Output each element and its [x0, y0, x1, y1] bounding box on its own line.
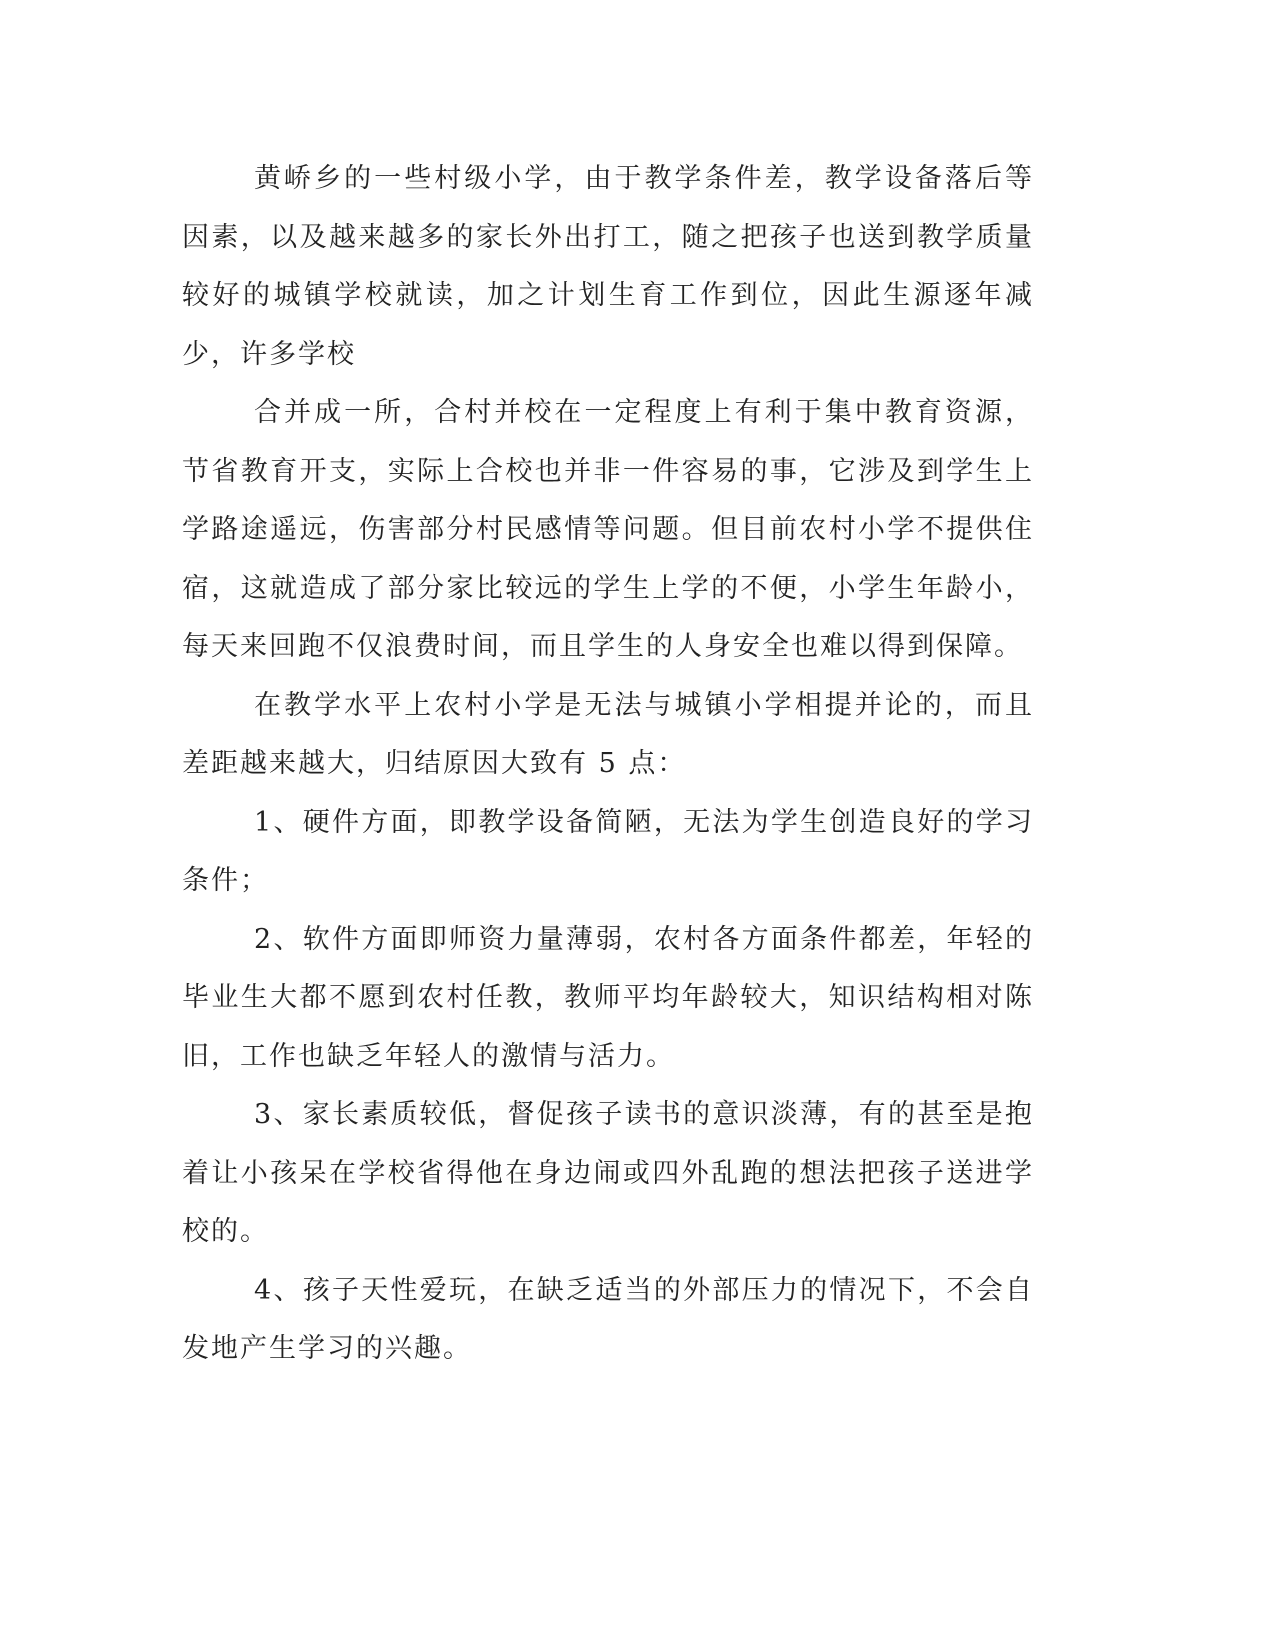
paragraph-school-merger: 合并成一所，合村并校在一定程度上有利于集中教育资源，节省教育开支，实际上合校也并非一件容易的事，它涉及到学生上学路途遥远，伤害部分村民感情等问题。但目前农村小学不提供住宿，这就造成了部分家比较远的学生上学的不便，小学生年龄小，每天来回跑不仅浪费时间，而且学生的人身安全也难以得到保障。	[182, 397, 1034, 662]
paragraph-teaching-gap: 在教学水平上农村小学是无法与城镇小学相提并论的，而且差距越来越大，归结原因大致有 5 点：	[182, 689, 1034, 779]
paragraph-reason-children: 4、孩子天性爱玩，在缺乏适当的外部压力的情况下，不会自发地产生学习的兴趣。	[182, 1274, 1034, 1364]
paragraph-reason-parents: 3、家长素质较低，督促孩子读书的意识淡薄，有的甚至是抱着让小孩呆在学校省得他在身边闹或四外乱跑的想法把孩子送进学校的。	[182, 1099, 1034, 1247]
paragraph-reason-hardware: 1、硬件方面，即教学设备简陋，无法为学生创造良好的学习条件；	[182, 806, 1034, 896]
paragraph-school-decline: 黄峤乡的一些村级小学，由于教学条件差，教学设备落后等因素，以及越来越多的家长外出打工，随之把孩子也送到教学质量较好的城镇学校就读，加之计划生育工作到位，因此生源逐年减少，许多学校	[182, 163, 1034, 370]
document-body	[182, 150, 1034, 1379]
paragraph-reason-teachers: 2、软件方面即师资力量薄弱，农村各方面条件都差，年轻的毕业生大都不愿到农村任教，教师平均年龄较大，知识结构相对陈旧，工作也缺乏年轻人的激情与活力。	[182, 923, 1034, 1072]
